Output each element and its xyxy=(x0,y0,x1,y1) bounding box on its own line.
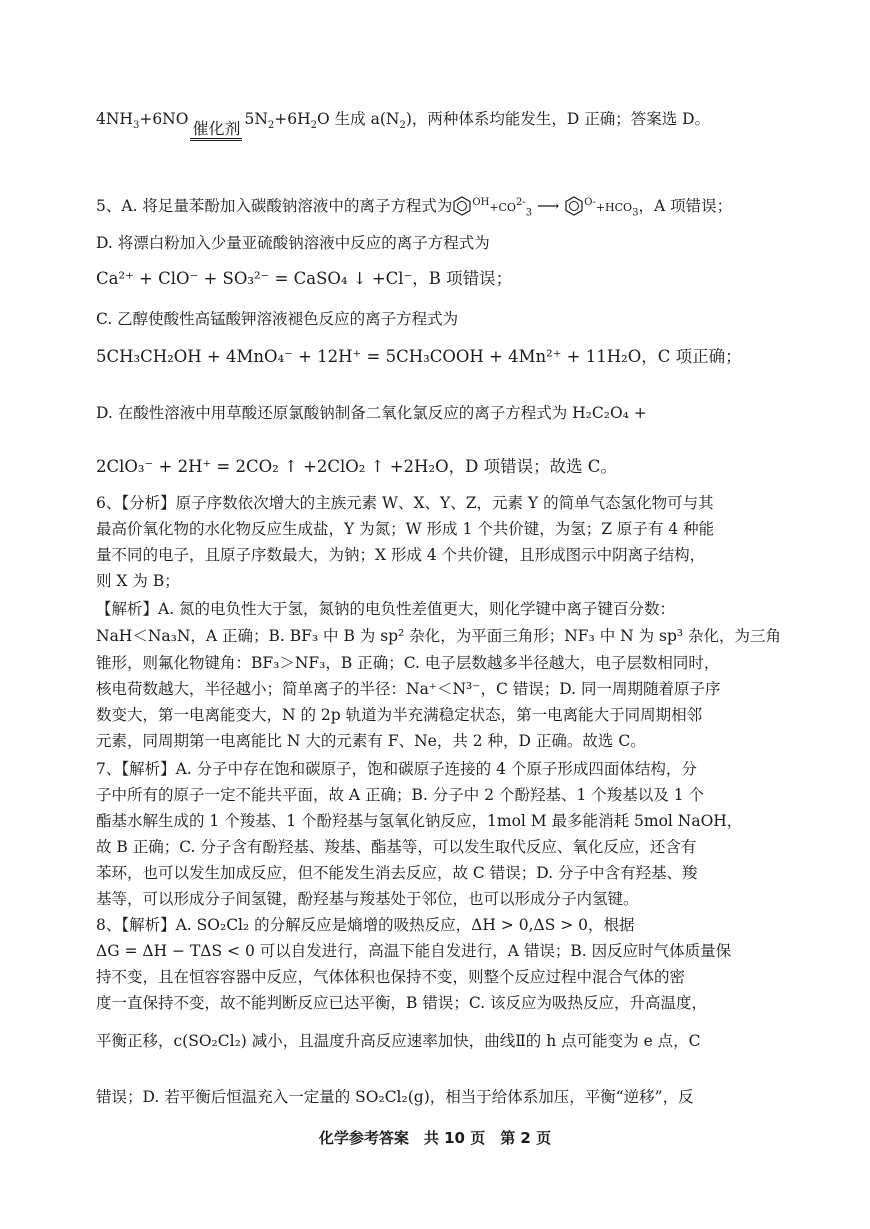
text-line: 基等，可以形成分子间氢键，酚羟基与羧基处于邻位，也可以形成分子内氢键。 xyxy=(96,890,639,908)
text-line: 错误；D. 若平衡后恒温充入一定量的 SO₂Cl₂(g)，相当于给体系加压，平衡“逆移”，反 xyxy=(96,1088,694,1106)
catalyst-over-equals: 催化剂 xyxy=(190,120,242,151)
text-line: 7、【解析】A. 分子中存在饱和碳原子，饱和碳原子连接的 4 个原子形成四面体结构，分 xyxy=(96,760,697,778)
text-line: 度一直保持不变，故不能判断反应已达平衡，B 错误；C. 该反应为吸热反应，升高温度， xyxy=(96,994,707,1012)
text-line: NaH＜Na₃N，A 正确；B. BF₃ 中 B 为 sp² 杂化，为平面三角形；NF₃ 中 N 为 sp³ 杂化，为三角 xyxy=(96,627,782,645)
text-line: 量不同的电子，且原子序数最大，为钠；X 形成 4 个共价键，且形成图示中阴离子结构， xyxy=(96,546,706,564)
text-line: 持不变，且在恒容容器中反应，气体体积也保持不变，则整个反应过程中混合气体的密 xyxy=(96,968,686,986)
benzene-ring-icon xyxy=(452,196,472,216)
text-line: 则 X 为 B； xyxy=(96,572,180,590)
phenol-equation-line: 5、A. 将足量苯酚加入碳酸钠溶液中的离子方程式为 $^{OH}+CO^{2-}_3$ ⟶ $^{O-}+HCO_3$，A 项错误； xyxy=(96,197,733,219)
page-footer: 化学参考答案 共 10 页 第 2 页 xyxy=(318,1129,552,1147)
text-line: D. 将漂白粉加入少量亚硫酸钠溶液中反应的离子方程式为 xyxy=(96,234,490,252)
text-line: 最高价氧化物的水化物反应生成盐，Y 为氮；W 形成 1 个共价键，为氢；Z 原子有 4 种能 xyxy=(96,520,715,538)
text-line: 【解析】A. 氮的电负性大于氢，氮钠的电负性差值更大，则化学键中离子键百分数： xyxy=(96,600,676,618)
text-line: 酯基水解生成的 1 个羧基、1 个酚羟基与氢氧化钠反应，1mol M 最多能消耗 5mol NaOH， xyxy=(96,812,743,830)
text-line: 6、【分析】原子序数依次增大的主族元素 W、X、Y、Z，元素 Y 的简单气态氢化物可与其 xyxy=(96,494,714,512)
text-line: 子中所有的原子一定不能共平面，故 A 正确；B. 分子中 2 个酚羟基、1 个羧基以及 1 个 xyxy=(96,786,705,804)
text-line: C. 乙醇使酸性高锰酸钾溶液褪色反应的离子方程式为 xyxy=(96,310,459,328)
equation-line: Ca²⁺ + ClO⁻ + SO₃²⁻ = CaSO₄ ↓ +Cl⁻，B 项错误； xyxy=(96,269,513,288)
text-line: 元素，同周期第一电离能比 N 大的元素有 F、Ne，共 2 种，D 正确。故选 C。 xyxy=(96,732,646,750)
text-line: D. 在酸性溶液中用草酸还原氯酸钠制备二氧化氯反应的离子方程式为 H₂C₂O₄ + xyxy=(96,404,647,422)
equation-line-1: $4NH_3+6NO$ 催化剂 $5N_2+6H_2O$ 生成 $a(N_2)$，两种体系均能发生，D 正确；答案选 D。 xyxy=(96,108,710,151)
text-line: ΔG = ΔH − TΔS < 0 可以自发进行，高温下能自发进行，A 错误；B. 因反应时气体质量保 xyxy=(96,942,732,960)
text-line: 锥形，则氟化物键角：BF₃＞NF₃，B 正确；C. 电子层数越多半径越大，电子层数相同时， xyxy=(96,654,720,672)
text-line: 平衡正移，c(SO₂Cl₂) 减小，且温度升高反应速率加快，曲线Ⅱ的 h 点可能变为 e 点，C xyxy=(96,1032,701,1050)
equation-line: 2ClO₃⁻ + 2H⁺ = 2CO₂ ↑ +2ClO₂ ↑ +2H₂O，D 项错误；故选 C。 xyxy=(96,457,617,476)
text-line: 核电荷数越大，半径越小；简单离子的半径：Na⁺＜N³⁻，C 错误；D. 同一周期随着原子序 xyxy=(96,680,721,698)
equation-line: 5CH₃CH₂OH + 4MnO₄⁻ + 12H⁺ = 5CH₃COOH + 4Mn²⁺ + 11H₂O，C 项正确； xyxy=(96,347,742,366)
text-line: 故 B 正确；C. 分子含有酚羟基、羧基、酯基等，可以发生取代反应、氧化反应，还含有 xyxy=(96,838,697,856)
benzene-ring-icon xyxy=(564,196,584,216)
text-line: 数变大，第一电离能变大，N 的 2p 轨道为半充满稳定状态，第一电离能大于同周期相邻 xyxy=(96,706,703,724)
text-line: 苯环，也可以发生加成反应，但不能发生消去反应，故 C 错误；D. 分子中含有羟基、羧 xyxy=(96,864,698,882)
text-line: 8、【解析】A. SO₂Cl₂ 的分解反应是熵增的吸热反应，ΔH > 0,ΔS > 0，根据 xyxy=(96,916,635,934)
